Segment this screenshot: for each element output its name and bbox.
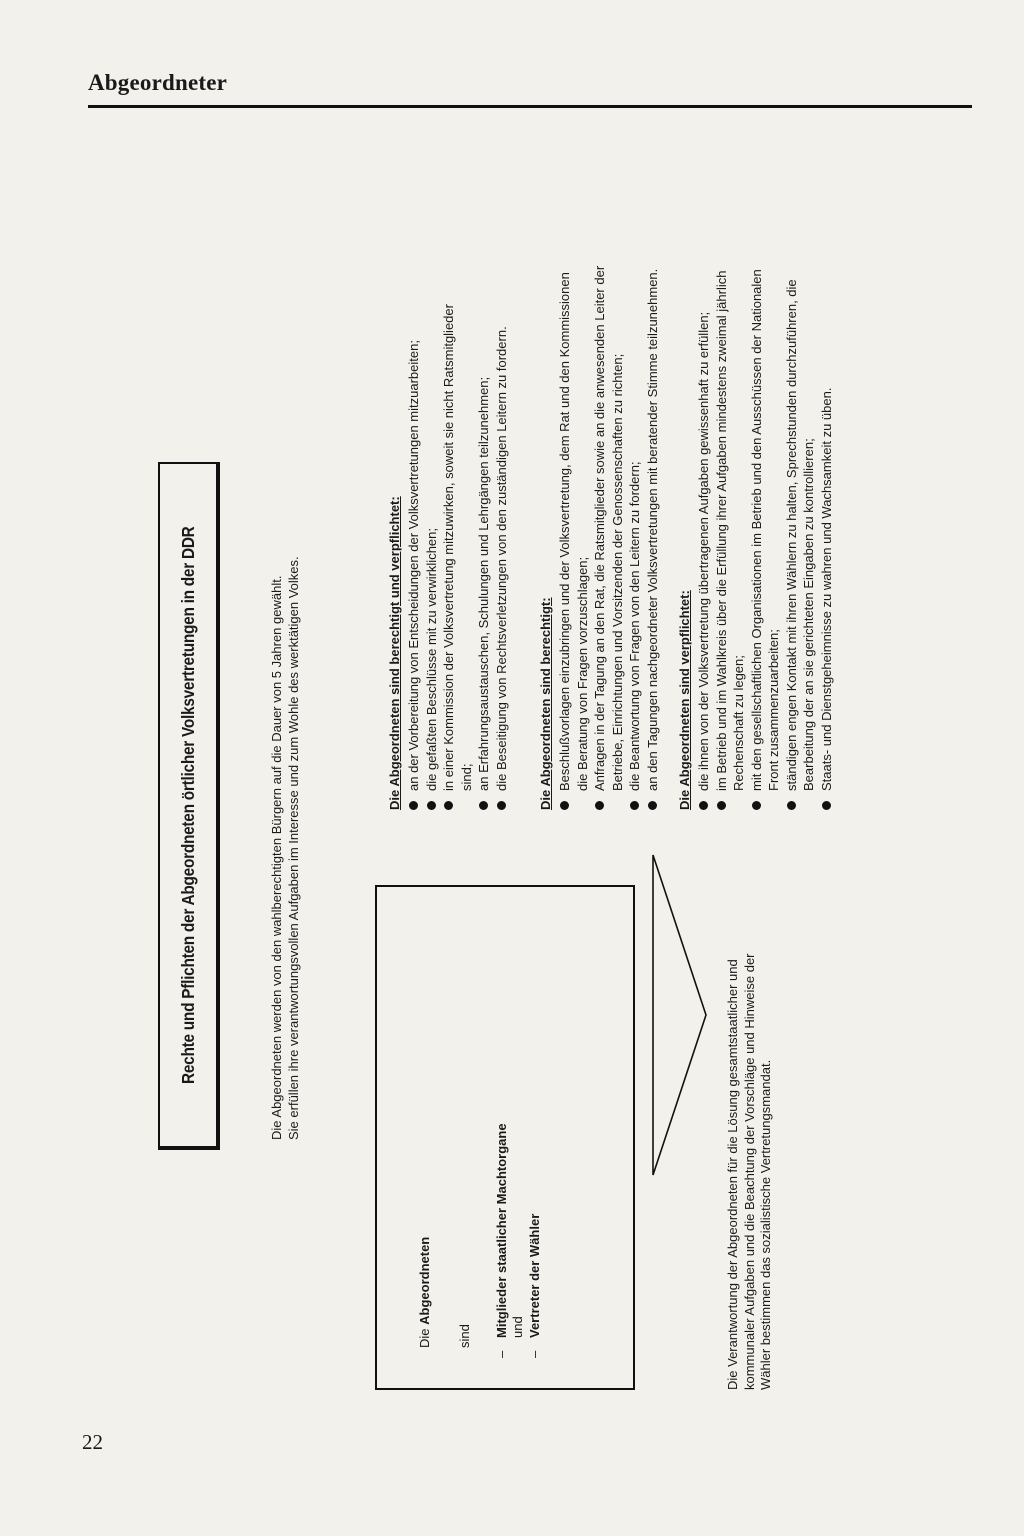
rotated-chart	[150, 160, 870, 1410]
entity-item-machtorgane	[494, 1123, 509, 1358]
list-berechtigt-verpflichtet	[405, 304, 510, 810]
list-item	[405, 304, 423, 810]
list-item-text: sind;	[458, 763, 474, 791]
list-item	[493, 304, 511, 810]
bullet-icon	[717, 801, 726, 810]
list-item	[695, 269, 713, 810]
header-rule	[88, 105, 972, 108]
page-header-title: Abgeordneter	[88, 70, 228, 95]
entity-item-label: Vertreter der Wähler	[527, 1213, 542, 1338]
list-item	[818, 269, 836, 810]
bullet-icon	[497, 801, 506, 810]
intro-line: Sie erfüllen ihre verantwortungsvollen Aufgaben im Interesse und zum Wohle des werktätigen Volkes.	[286, 556, 301, 1140]
list-item-text: Staats- und Dienstgeheimnisse zu wahren und Wachsamkeit zu üben.	[818, 387, 834, 791]
list-verpflichtet	[695, 269, 835, 810]
responsibility-line: kommunaler Aufgaben und die Beachtung der Vorschläge und Hinweise der	[741, 953, 757, 1390]
section-heading-berechtigt-verpflichtet: Die Abgeordneten sind berechtigt und verpflichtet:	[387, 496, 402, 810]
list-item-text: Rechenschaft zu legen;	[731, 655, 746, 791]
bullet-icon	[595, 801, 604, 810]
list-item-text: an den Tagungen nachgeordneter Volksvertretungen mit beratender Stimme teilzunehmen.	[644, 268, 660, 791]
arrow-down-icon	[650, 850, 710, 1180]
bullet-icon	[699, 801, 708, 810]
responsibility-text	[725, 850, 775, 1390]
dash: –	[494, 1350, 509, 1358]
list-item-text: Bearbeitung der an sie gerichteten Eingaben zu kontrollieren;	[801, 438, 816, 791]
bullet-icon	[409, 801, 418, 810]
page-number: 22	[82, 1430, 103, 1454]
bullet-icon	[479, 801, 488, 810]
list-item-text: an der Vorbereitung von Entscheidungen der Volksvertretungen mitzuarbeiten;	[406, 340, 421, 791]
list-item	[591, 266, 626, 810]
list-item-text: Beschlußvorlagen einzubringen und der Volksvertretung, dem Rat und den Kommissionen	[557, 272, 572, 791]
bullet-icon	[630, 801, 639, 810]
list-item	[475, 304, 493, 810]
dash: –	[527, 1350, 542, 1358]
responsibility-line: Die Verantwortung der Abgeordneten für die Lösung gesamtstaatlicher und	[725, 959, 740, 1390]
list-item-text: die Beseitigung von Rechtsverletzungen von den zuständigen Leitern zu fordern.	[493, 326, 509, 791]
intro-line: Die Abgeordneten werden von den wahlberechtigten Bürgern auf die Dauer von 5 Jahren gewählt.	[269, 575, 284, 1140]
entity-connector: und	[510, 1316, 525, 1338]
bullet-icon	[444, 801, 453, 810]
list-item-text: ständigen engen Kontakt mit ihren Wählern zu halten, Sprechstunden durchzuführen, die	[783, 279, 799, 791]
bullet-icon	[427, 801, 436, 810]
list-item-text: die Beratung von Fragen vorzuschlagen;	[574, 556, 590, 791]
list-item	[783, 269, 818, 810]
entity-subject-bold: Abgeordneten	[417, 1236, 432, 1325]
list-item	[440, 304, 475, 810]
list-item	[626, 266, 644, 810]
list-item	[423, 304, 441, 810]
list-item-text: die ihnen von der Volksvertretung übertragenen Aufgaben gewissenhaft zu erfüllen;	[696, 311, 711, 791]
section-heading-verpflichtet: Die Abgeordneten sind verpflichtet:	[677, 590, 692, 810]
entity-verb: sind	[457, 1324, 472, 1348]
bullet-icon	[752, 801, 761, 810]
list-item-text: die Beantwortung von Fragen von den Leitern zu fordern;	[627, 461, 642, 791]
list-item-text: Anfragen in der Tagung an den Rat, die Ratsmitglieder sowie an die anwesenden Leiter der	[592, 265, 607, 791]
list-item-text: Betriebe, Einrichtungen und Vorsitzenden der Genossenschaften zu richten;	[609, 353, 625, 791]
chart-title-box	[158, 462, 220, 1150]
bullet-icon	[787, 801, 796, 810]
list-item-text: die gefaßten Beschlüsse mit zu verwirklichen;	[423, 527, 439, 791]
list-item-text: mit den gesellschaftlichen Organisationen im Betrieb und den Ausschüssen der Nationalen	[748, 269, 764, 791]
entity-subject-prefix: Die	[417, 1328, 432, 1348]
list-item	[556, 266, 591, 810]
bullet-icon	[822, 801, 831, 810]
list-item-text: im Betrieb und im Wahlkreis über die Erfüllung ihrer Aufgaben mindestens zweimal jährlich	[713, 270, 729, 791]
list-item-text: in einer Kommission der Volksvertretung mitzuwirken, soweit sie nicht Ratsmitglieder	[441, 304, 456, 791]
list-item	[748, 269, 783, 810]
section-heading-berechtigt: Die Abgeordneten sind berechtigt:	[538, 597, 553, 810]
list-item-text: Front zusammenzuarbeiten;	[766, 629, 781, 791]
list-item	[644, 266, 662, 810]
entity-item-label: Mitglieder staatlicher Machtorgane	[494, 1123, 509, 1338]
responsibility-line: Wähler bestimmen das sozialistische Vertretungsmandat.	[758, 1059, 773, 1390]
bullet-icon	[560, 801, 569, 810]
entity-subject	[417, 1237, 432, 1348]
list-item	[713, 269, 748, 810]
chart-title: Rechte und Pflichten der Abgeordneten örtlicher Volksvertretungen in der DDR	[177, 526, 198, 1084]
list-item-text: an Erfahrungsaustauschen, Schulungen und Lehrgängen teilzunehmen;	[476, 376, 491, 791]
bullet-icon	[648, 801, 657, 810]
list-berechtigt	[556, 266, 661, 810]
entity-item-waehler	[527, 1214, 542, 1358]
intro-text	[268, 240, 302, 1140]
entity-box	[375, 885, 635, 1390]
